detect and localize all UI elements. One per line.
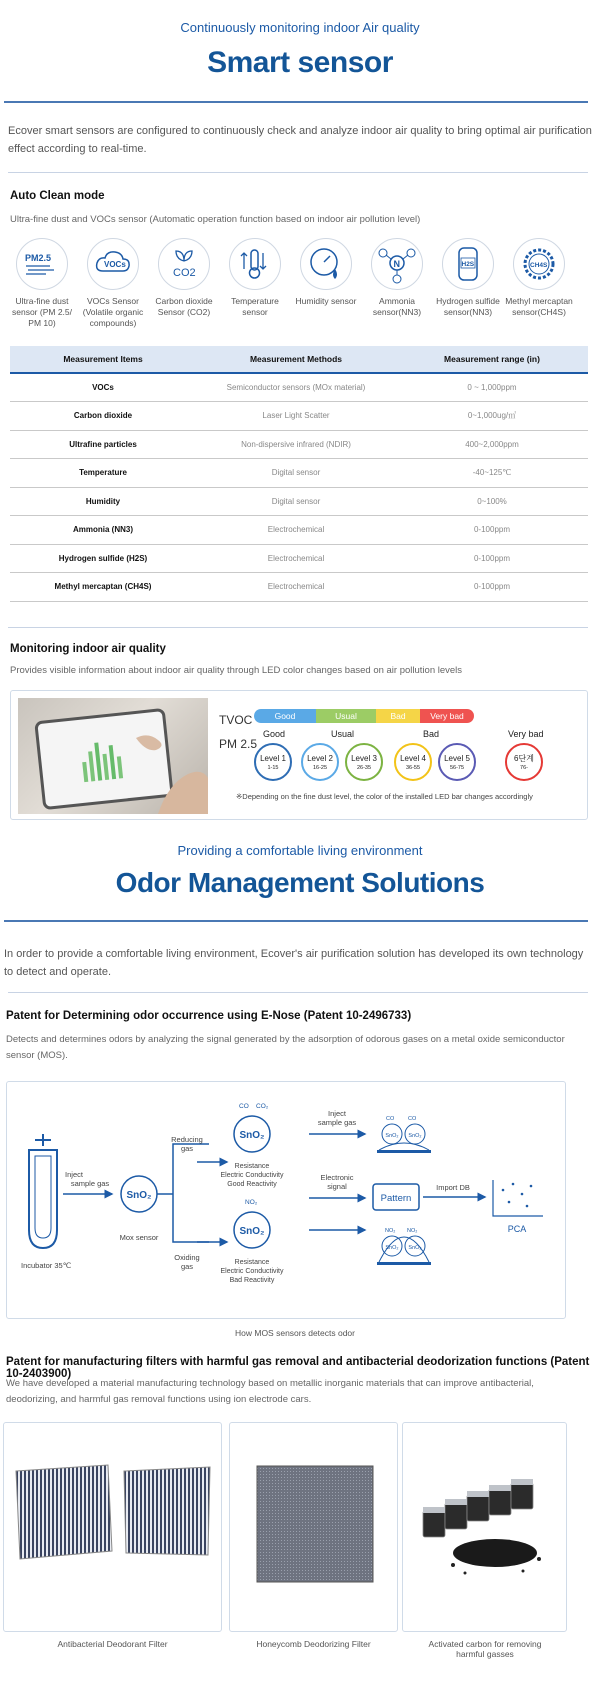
table-cell: Humidity [10, 487, 196, 516]
table-row [10, 573, 588, 602]
table-cell: 400~2,000ppm [396, 430, 588, 459]
svg-text:Resistance: Resistance [234, 1163, 270, 1170]
table-cell: Electrochemical [196, 573, 396, 602]
svg-text:PM2.5: PM2.5 [25, 253, 52, 263]
column-header: Measurement range (in) [396, 346, 588, 373]
pm25-label: PM 2.5 [219, 737, 258, 751]
svg-text:SnO₂: SnO₂ [408, 1245, 422, 1251]
mos-diagram [6, 1081, 566, 1319]
table-row [10, 459, 588, 488]
ch4s-icon [513, 238, 565, 290]
svg-text:PCA: PCA [507, 1224, 527, 1234]
level-1-badge: Level 1 1-15 [254, 743, 292, 781]
sensor-label: Carbon dioxide Sensor (CO2) [155, 296, 213, 317]
table-cell: 0-100ppm [396, 516, 588, 545]
sensor-label: VOCs Sensor (Volatile organic compounds) [82, 296, 144, 328]
divider [4, 920, 588, 922]
aq-bar-very-bad: Very bad [420, 709, 474, 723]
tvoc-label: TVOC [219, 713, 253, 727]
humidity-gauge-icon [300, 238, 352, 290]
patent1-desc: Detects and determines odors by analyzing the signal generated by the adsorption of odorous gases on a metal oxide semiconductor sensor (MOS). [6, 1034, 565, 1061]
table-cell: 0-100ppm [396, 544, 588, 573]
svg-text:Resistance: Resistance [234, 1259, 270, 1266]
svg-text:Inject: Inject [328, 1109, 346, 1118]
odor-subtitle: Providing a comfortable living environment [177, 843, 423, 858]
pm25-icon [16, 238, 68, 290]
table-cell: Ultrafine particles [10, 430, 196, 459]
svg-text:CH4S: CH4S [530, 262, 548, 269]
svg-text:CO: CO [386, 1116, 395, 1122]
table-row [10, 430, 588, 459]
filter-caption: Activated carbon for removing harmful gasses [428, 1639, 542, 1659]
table-row [10, 516, 588, 545]
table-row [10, 402, 588, 431]
monitoring-title: Monitoring indoor air quality [10, 643, 166, 655]
svg-text:Electric Conductivity: Electric Conductivity [220, 1172, 284, 1179]
sensor-label: Hydrogen sulfide sensor(NN3) [436, 296, 500, 317]
sensor-ch4s [503, 238, 575, 318]
filter-caption: Honeycomb Deodorizing Filter [256, 1639, 371, 1649]
table-cell: Semiconductor sensors (MOx material) [196, 373, 396, 402]
honeycomb-filter-photo [229, 1422, 398, 1632]
auto-clean-desc: Ultra-fine dust and VOCs sensor (Automatic operation function based on indoor air pollution level) [10, 214, 421, 225]
svg-text:Incubator 35℃: Incubator 35℃ [21, 1261, 72, 1270]
measurement-table [10, 346, 588, 602]
sensor-label: Humidity sensor [295, 296, 357, 306]
level-group-good: Good [263, 729, 286, 739]
svg-text:Inject: Inject [65, 1170, 83, 1179]
svg-text:Reducing: Reducing [171, 1135, 203, 1144]
thermometer-icon [229, 238, 281, 290]
activated-carbon-photo [402, 1422, 567, 1632]
auto-clean-title: Auto Clean mode [10, 190, 105, 202]
level-group-usual: Usual [331, 729, 355, 739]
svg-text:VOCs: VOCs [104, 260, 126, 269]
sensor-label: Ultra-fine dust sensor (PM 2.5/ PM 10) [12, 296, 72, 328]
odor-intro: In order to provide a comfortable living environment, Ecover's air purification solution has developed its own technology to detect and operate. [4, 948, 584, 978]
column-header: Measurement Items [10, 346, 196, 373]
h2s-icon [442, 238, 494, 290]
divider [4, 101, 588, 103]
level-4-badge: Level 4 36-55 [394, 743, 432, 781]
patent2-desc: We have developed a material manufacturing technology based on metallic inorganic materials that can improve antibacterial, deodorizing, and harmful gas removal functions using ion electrode cars. [6, 1378, 534, 1405]
svg-text:gas: gas [180, 1262, 194, 1271]
sensor-vocs [77, 238, 149, 329]
divider [8, 992, 588, 993]
table-cell: Electrochemical [196, 516, 396, 545]
ammonia-molecule-icon [371, 238, 423, 290]
svg-text:CO2: CO2 [173, 267, 196, 279]
odor-title: Odor Management Solutions [115, 867, 485, 898]
table-cell: Temperature [10, 459, 196, 488]
sensor-pm25 [6, 238, 78, 329]
table-header-row [10, 346, 588, 373]
sensor-temperature [219, 238, 291, 318]
level-6-badge: 6단계 76- [505, 743, 543, 781]
diagram-caption: How MOS sensors detects odor [235, 1328, 355, 1338]
table-row [10, 544, 588, 573]
aq-bar-bad: Bad [376, 709, 420, 723]
table-cell: 0~1,000ug/㎥ [396, 402, 588, 431]
table-cell: Non-dispersive infrared (NDIR) [196, 430, 396, 459]
sensor-co2 [148, 238, 220, 318]
table-cell: Digital sensor [196, 459, 396, 488]
table-cell: Digital sensor [196, 487, 396, 516]
svg-text:SnO₂: SnO₂ [239, 1226, 265, 1237]
level-group-bad: Bad [423, 729, 440, 739]
incubator-tube [29, 1134, 57, 1248]
smart-sensor-intro: Ecover smart sensors are configured to continuously check and analyze indoor air quality to bring optimal air purification effect according to real-time. [8, 125, 592, 155]
table-row [10, 373, 588, 402]
svg-text:NO₂: NO₂ [407, 1228, 418, 1234]
svg-text:Pattern: Pattern [380, 1193, 412, 1204]
sensor-ammonia [361, 238, 433, 318]
svg-text:signal: signal [327, 1182, 347, 1191]
aq-bar-usual: Usual [316, 709, 376, 723]
divider [8, 627, 588, 628]
tablet-photo [18, 698, 208, 814]
smart-sensor-subtitle: Continuously monitoring indoor Air quality [180, 20, 420, 35]
svg-text:Electronic: Electronic [320, 1173, 354, 1182]
svg-text:SnO₂: SnO₂ [385, 1133, 399, 1139]
svg-text:SnO₂: SnO₂ [408, 1133, 422, 1139]
svg-text:H2S: H2S [461, 261, 475, 268]
svg-text:SnO₂: SnO₂ [239, 1130, 265, 1141]
sensor-humidity [290, 238, 362, 307]
vocs-icon [87, 238, 139, 290]
svg-text:Import DB: Import DB [436, 1183, 470, 1192]
level-3-badge: Level 3 26-35 [345, 743, 383, 781]
svg-text:SnO₂: SnO₂ [126, 1190, 152, 1201]
svg-text:NO₂: NO₂ [245, 1199, 258, 1206]
co2-icon [158, 238, 210, 290]
svg-text:CO: CO [239, 1103, 249, 1110]
table-cell: Ammonia (NN3) [10, 516, 196, 545]
level-5-badge: Level 5 56-75 [438, 743, 476, 781]
svg-text:Mox sensor: Mox sensor [119, 1233, 159, 1242]
svg-text:sample gas: sample gas [317, 1118, 357, 1127]
sensor-label: Ammonia sensor(NN3) [372, 296, 422, 317]
smart-sensor-title: Smart sensor [207, 46, 393, 79]
table-cell: 0-100ppm [396, 573, 588, 602]
table-cell: Laser Light Scatter [196, 402, 396, 431]
svg-text:gas: gas [180, 1144, 194, 1153]
svg-text:Bad Reactivity: Bad Reactivity [229, 1277, 275, 1284]
svg-text:CO: CO [408, 1116, 417, 1122]
table-cell: Carbon dioxide [10, 402, 196, 431]
aq-bar-good: Good [254, 709, 316, 723]
divider [8, 172, 588, 173]
column-header: Measurement Methods [196, 346, 396, 373]
table-cell: -40~125℃ [396, 459, 588, 488]
level-group-very-bad: Very bad [508, 729, 544, 739]
table-cell: 0 ~ 1,000ppm [396, 373, 588, 402]
svg-text:SnO₂: SnO₂ [385, 1245, 399, 1251]
table-cell: Hydrogen sulfide (H2S) [10, 544, 196, 573]
led-note: ※Depending on the fine dust level, the color of the installed LED bar changes accordingly [236, 792, 533, 801]
patent2-title: Patent for manufacturing filters with harmful gas removal and antibacterial deodorization functions (Patent 10-2403900) [6, 1356, 590, 1380]
svg-text:Electric Conductivity: Electric Conductivity [220, 1268, 284, 1275]
svg-text:N: N [393, 259, 400, 269]
sensor-label: Temperature sensor [231, 296, 279, 317]
air-quality-panel [10, 690, 588, 820]
sensor-h2s [432, 238, 504, 318]
table-cell: 0~100% [396, 487, 588, 516]
svg-text:Good Reactivity: Good Reactivity [227, 1181, 277, 1188]
sensor-label: Methyl mercaptan sensor(CH4S) [505, 296, 573, 317]
table-cell: Electrochemical [196, 544, 396, 573]
antibacterial-filter-photo [3, 1422, 222, 1632]
svg-text:Oxiding: Oxiding [174, 1253, 200, 1262]
table-cell: VOCs [10, 373, 196, 402]
monitoring-desc: Provides visible information about indoor air quality through LED color changes based on air pollution levels [10, 665, 463, 676]
table-cell: Methyl mercaptan (CH4S) [10, 573, 196, 602]
level-2-badge: Level 2 16-25 [301, 743, 339, 781]
svg-text:CO₂: CO₂ [256, 1103, 269, 1110]
svg-text:NO₂: NO₂ [385, 1228, 396, 1234]
patent1-title: Patent for Determining odor occurrence using E-Nose (Patent 10-2496733) [6, 1010, 412, 1022]
table-row [10, 487, 588, 516]
filter-caption: Antibacterial Deodorant Filter [57, 1639, 168, 1649]
svg-text:sample gas: sample gas [70, 1179, 110, 1188]
